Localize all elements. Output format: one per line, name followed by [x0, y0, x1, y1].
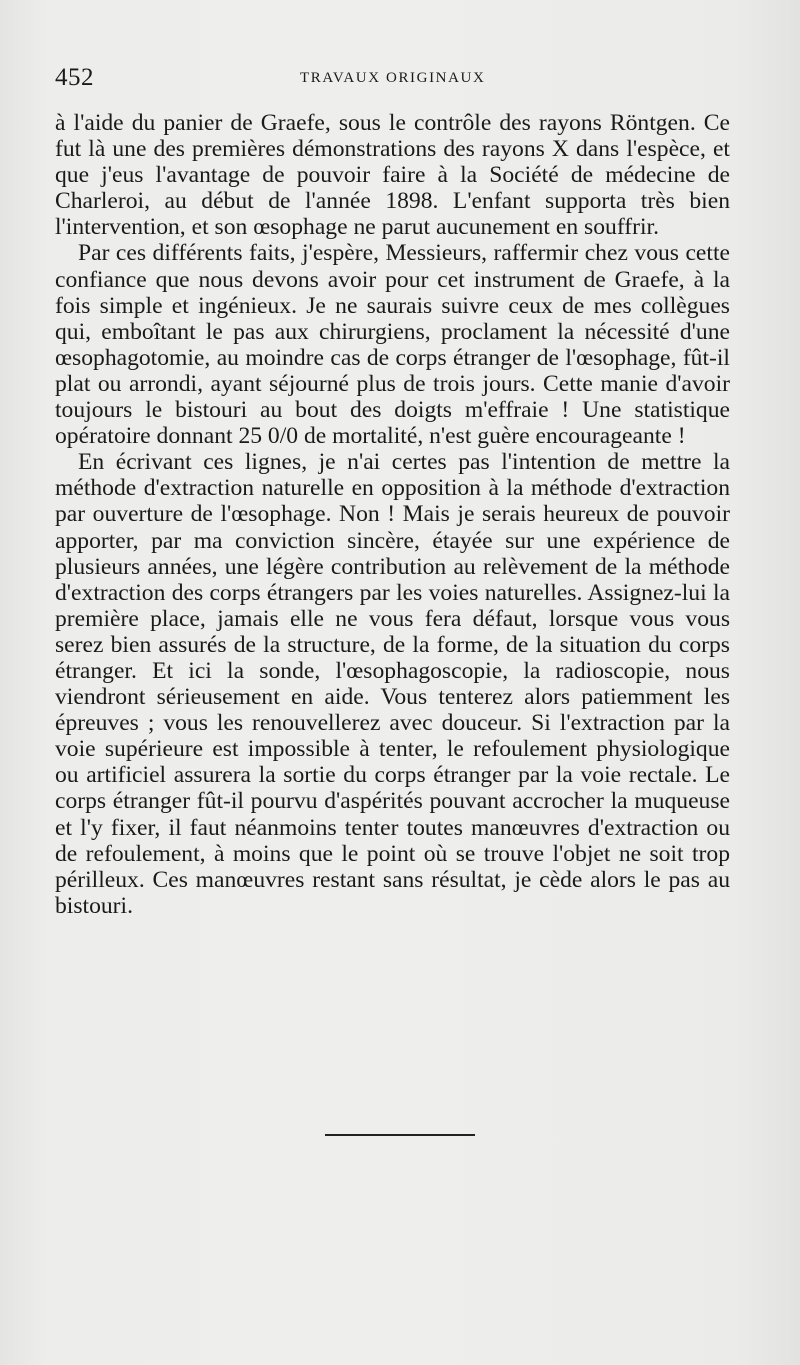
paragraph-3: En écrivant ces lignes, je n'ai certes pas l'intention de mettre la méthode d'extraction naturelle en opposition à la méthode d'extraction par ouverture de l'œsophage. Non ! Mais je serais heureux de pouvoir apporter, par ma conviction sincère, étayée sur une expérience de plusieurs années, une légère contribution au relèvement de la méthode d'extraction des corps étrangers par les voies naturelles. Assignez-lui la première place, jamais elle ne vous fera défaut, lorsque vous vous serez bien assurés de la structure, de la forme, de la situation du corps étranger. Et ici la sonde, l'œsophagoscopie, la radioscopie, nous viendront sérieusement en aide. Vous tenterez alors patiemment les épreuves ; vous les renouvellerez avec douceur. Si l'extraction par la voie supérieure est impossible à tenter, le refoulement physiologique ou artificiel assurera la sortie du corps étranger par la voie rectale. Le corps étranger fût-il pourvu d'aspérités pouvant accrocher la muqueuse et l'y fixer, il faut néanmoins tenter toutes manœuvres d'extraction ou de refoulement, à moins que le point où se trouve l'objet ne soit trop périlleux. Ces manœuvres restant sans résultat, je cède alors le pas au bistouri.: [55, 449, 730, 919]
page-number: 452: [55, 64, 94, 91]
paragraph-2: Par ces différents faits, j'espère, Messieurs, raffermir chez vous cette confiance que nous devons avoir pour cet instrument de Graefe, à la fois simple et ingénieux. Je ne saurais suivre ceux de mes collègues qui, emboîtant le pas aux chirurgiens, proclament la nécessité d'une œsophagotomie, au moindre cas de corps étranger de l'œsophage, fût-il plat ou arrondi, ayant séjourné plus de trois jours. Cette manie d'avoir toujours le bistouri au bout des doigts m'effraie ! Une statistique opératoire donnant 25 0/0 de mortalité, n'est guère encourageante !: [55, 240, 730, 450]
article-body: [55, 110, 730, 919]
running-title: TRAVAUX ORIGINAUX: [300, 70, 486, 86]
running-head: [55, 64, 735, 96]
end-rule-divider: [325, 1134, 475, 1136]
paragraph-1: à l'aide du panier de Graefe, sous le contrôle des rayons Röntgen. Ce fut là une des premières démonstrations des rayons X dans l'espèce, et que j'eus l'avantage de pouvoir faire à la Société de médecine de Charleroi, au début de l'année 1898. L'enfant supporta très bien l'intervention, et son œsophage ne parut aucunement en souffrir.: [55, 110, 730, 241]
